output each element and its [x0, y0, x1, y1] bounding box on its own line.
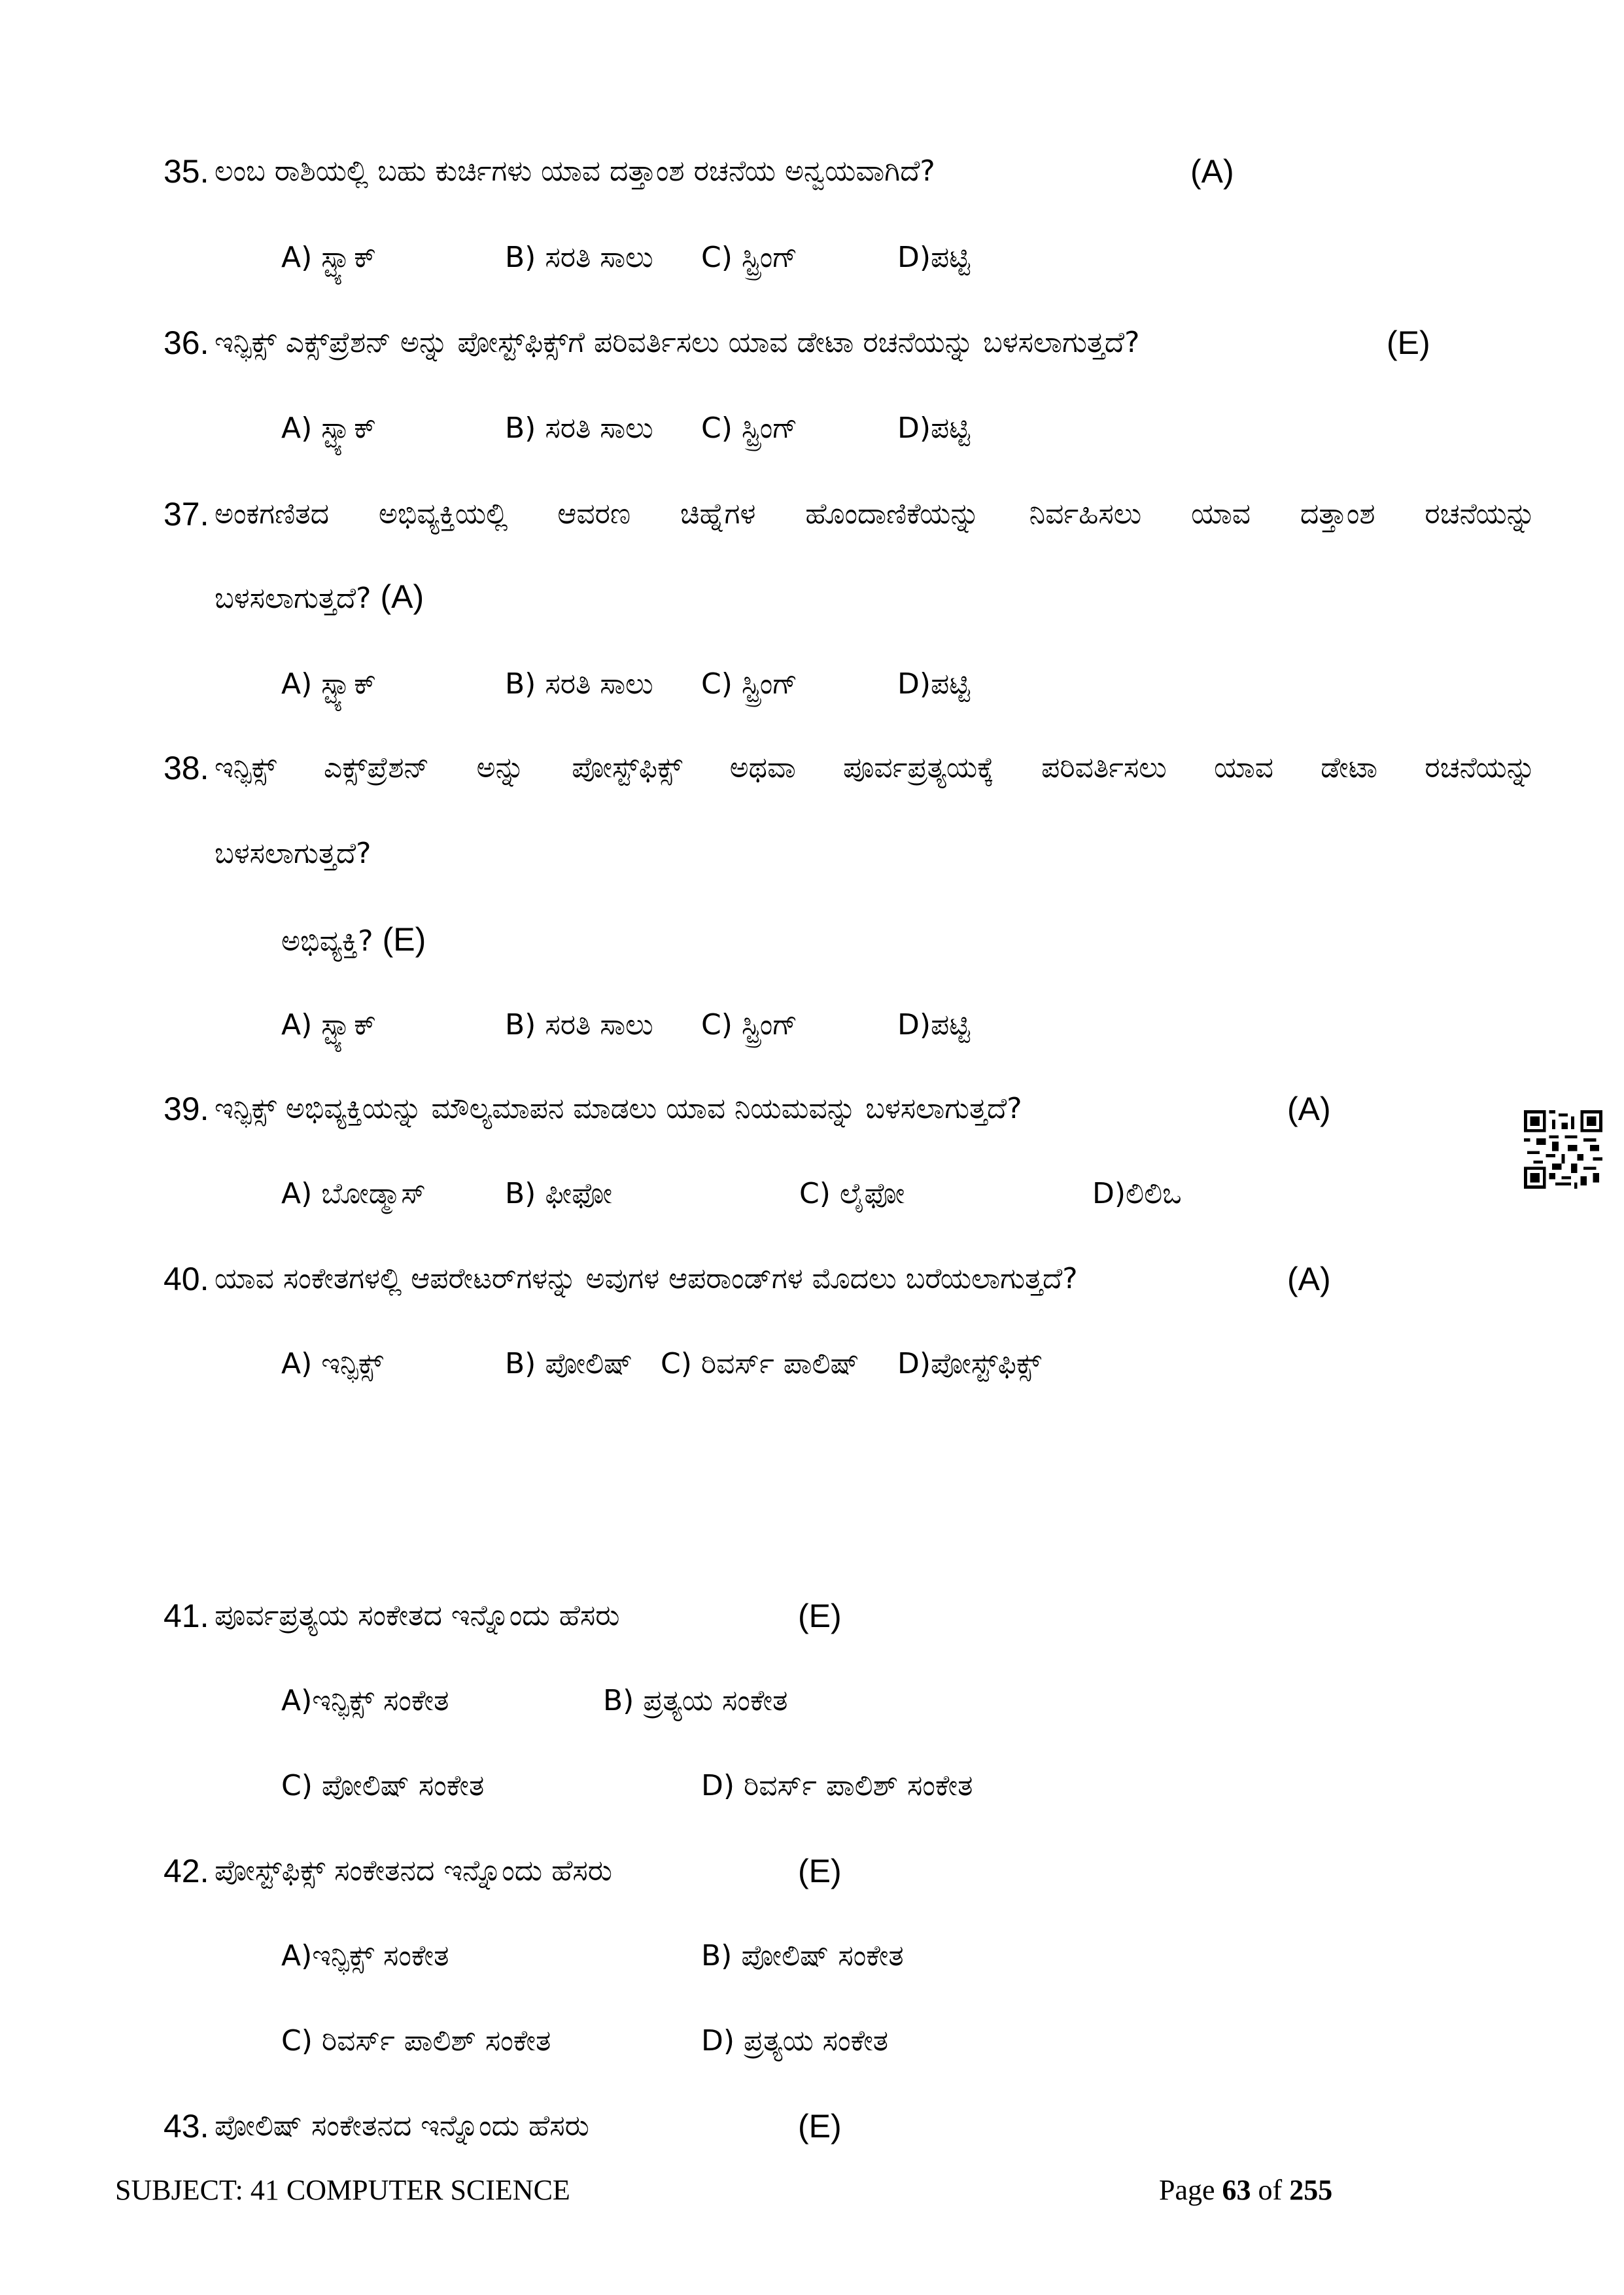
- option-c: C) ರಿವರ್ಸ್ ಪಾಲಿಷ್: [661, 1347, 859, 1380]
- question-text: ಇನ್ಫಿಕ್ಸ್ ಅಭಿವ್ಯಕ್ತಿಯನ್ನು ಮೌಲ್ಯಮಾಪನ ಮಾಡಲು ಯಾವ ನಿಯಮವನ್ನು ಬಳಸಲಾಗುತ್ತದೆ?: [215, 1092, 1022, 1125]
- question-number: 39.: [164, 1091, 209, 1127]
- option-b: B) ಪೋಲಿಷ್: [505, 1347, 633, 1380]
- question-number: 35.: [164, 153, 209, 190]
- option-c: C) ಸ್ಟ್ರಿಂಗ್: [701, 667, 798, 701]
- option-b: B) ಸರತಿ ಸಾಲು: [505, 412, 653, 445]
- option-c: C) ರಿವರ್ಸ್ ಪಾಲಿಶ್ ಸಂಕೇತ: [281, 2024, 551, 2058]
- question-text-line2: ಬಳಸಲಾಗುತ್ತದೆ?: [215, 582, 371, 615]
- question-number: 43.: [164, 2108, 209, 2145]
- option-b: B) ಪೋಲಿಷ್ ಸಂಕೇತ: [701, 1939, 904, 1972]
- option-b: B) ಸರತಿ ಸಾಲು: [505, 667, 653, 701]
- footer-subject: SUBJECT: 41 COMPUTER SCIENCE: [115, 2174, 570, 2206]
- option-d: D)ಪಟ್ಟಿ: [897, 1008, 971, 1042]
- page-of-label: of: [1251, 2174, 1290, 2206]
- question-text: ಇನ್ಫಿಕ್ಸ್ ಎಕ್ಸ್‌ಪ್ರೆಶನ್ ಅನ್ನು ಪೋಸ್ಟ್‌ಫಿಕ್ಸ್ ಅಥವಾ ಪೂರ್ವಪ್ರತ್ಯಯಕ್ಕೆ ಪರಿವರ್ತಿಸಲು ಯಾವ ಡೇಟಾ ರಚನೆಯನ್ನು: [215, 751, 1536, 784]
- answer-key: (A): [1287, 1091, 1331, 1127]
- question-text: ಪೋಸ್ಟ್‌ಫಿಕ್ಸ್ ಸಂಕೇತನದ ಇನ್ನೊಂದು ಹೆಸರು: [215, 1854, 612, 1887]
- option-b: B) ಸರತಿ ಸಾಲು: [505, 241, 653, 274]
- option-d: D) ಪ್ರತ್ಯಯ ಸಂಕೇತ: [701, 2024, 889, 2058]
- answer-key: (A): [1287, 1261, 1331, 1297]
- footer-page-info: [1159, 2173, 1332, 2207]
- question-text: ಪೋಲಿಷ್ ಸಂಕೇತನದ ಇನ್ನೊಂದು ಹೆಸರು: [215, 2109, 589, 2143]
- option-a: A) ಸ್ಟ್ಯಾಕ್: [281, 241, 377, 274]
- option-c: C) ಸ್ಟ್ರಿಂಗ್: [701, 1008, 798, 1042]
- option-b: B) ಪ್ರತ್ಯಯ ಸಂಕೇತ: [603, 1684, 788, 1717]
- question-number: 36.: [164, 324, 209, 361]
- question-text-line3-text: ಅಭಿವ್ಯಕ್ತಿ?: [281, 924, 373, 958]
- option-a: A) ಬೋಡ್ಮಾಸ್: [281, 1177, 426, 1210]
- option-a: A)ಇನ್ಫಿಕ್ಸ್ ಸಂಕೇತ: [281, 1939, 449, 1972]
- option-d: D) ರಿವರ್ಸ್ ಪಾಲಿಶ್ ಸಂಕೇತ: [701, 1769, 973, 1802]
- qr-code-image: [1524, 1110, 1602, 1189]
- question-number: 38.: [164, 750, 209, 786]
- option-c: C) ಲೈಫೋ: [799, 1177, 905, 1210]
- question-text-line3: [281, 920, 426, 961]
- question-text-continued: [215, 577, 424, 618]
- answer-key: (A): [380, 578, 424, 615]
- option-d: D)ಪಟ್ಟಿ: [897, 412, 971, 445]
- option-a: A)ಇನ್ಫಿಕ್ಸ್ ಸಂಕೇತ: [281, 1684, 449, 1717]
- option-c: C) ಸ್ಟ್ರಿಂಗ್: [701, 412, 798, 445]
- option-a: A) ಇನ್ಫಿಕ್ಸ್: [281, 1347, 383, 1380]
- page-number: 63: [1222, 2174, 1251, 2206]
- option-a: A) ಸ್ಟ್ಯಾಕ್: [281, 667, 377, 701]
- question-number: 41.: [164, 1598, 209, 1634]
- answer-key: (E): [382, 921, 426, 958]
- question-number: 37.: [164, 496, 209, 533]
- page-total: 255: [1289, 2174, 1333, 2206]
- page-label: Page: [1159, 2174, 1222, 2206]
- answer-key: (E): [798, 1853, 842, 1889]
- option-d: D)ಪಟ್ಟಿ: [897, 241, 971, 274]
- option-d: D)ಲಿಲಿಒ: [1092, 1177, 1182, 1210]
- option-c: C) ಪೋಲಿಷ್ ಸಂಕೇತ: [281, 1769, 485, 1802]
- option-a: A) ಸ್ಟ್ಯಾಕ್: [281, 1008, 377, 1042]
- option-a: A) ಸ್ಟ್ಯಾಕ್: [281, 412, 377, 445]
- answer-key: (E): [798, 1598, 842, 1634]
- question-text: ಯಾವ ಸಂಕೇತಗಳಲ್ಲಿ ಆಪರೇಟರ್‌ಗಳನ್ನು ಅವುಗಳ ಆಪರಾಂಡ್‌ಗಳ ಮೊದಲು ಬರೆಯಲಾಗುತ್ತದೆ?: [215, 1262, 1078, 1295]
- question-number: 42.: [164, 1853, 209, 1889]
- option-d: D)ಪೋಸ್ಟ್‌ಫಿಕ್ಸ್: [897, 1347, 1042, 1380]
- question-text: ಅಂಕಗಣಿತದ ಅಭಿವ್ಯಕ್ತಿಯಲ್ಲಿ ಆವರಣ ಚಿಹ್ನೆಗಳ ಹೊಂದಾಣಿಕೆಯನ್ನು ನಿರ್ವಹಿಸಲು ಯಾವ ದತ್ತಾಂಶ ರಚನೆಯನ್ನು: [215, 497, 1536, 531]
- question-text-line2: ಬಳಸಲಾಗುತ್ತದೆ?: [215, 837, 371, 870]
- question-text: ಇನ್ಫಿಕ್ಸ್ ಎಕ್ಸ್‌ಪ್ರೆಶನ್ ಅನ್ನು ಪೋಸ್ಟ್‌ಫಿಕ್ಸ್‌ಗೆ ಪರಿವರ್ತಿಸಲು ಯಾವ ಡೇಟಾ ರಚನೆಯನ್ನು ಬಳಸಲಾಗುತ್ತದೆ?: [215, 326, 1140, 359]
- question-number: 40.: [164, 1261, 209, 1297]
- option-b: B) ಫೀಫೋ: [505, 1177, 613, 1210]
- answer-key: (A): [1190, 153, 1234, 190]
- answer-key: (E): [798, 2108, 842, 2145]
- answer-key: (E): [1387, 324, 1430, 361]
- question-text: ಲಂಬ ರಾಶಿಯಲ್ಲಿ ಬಹು ಕುರ್ಚಿಗಳು ಯಾವ ದತ್ತಾಂಶ ರಚನೆಯ ಅನ್ವಯವಾಗಿದೆ?: [215, 154, 935, 188]
- option-c: C) ಸ್ಟ್ರಿಂಗ್: [701, 241, 798, 274]
- question-text: ಪೂರ್ವಪ್ರತ್ಯಯ ಸಂಕೇತದ ಇನ್ನೊಂದು ಹೆಸರು: [215, 1599, 620, 1632]
- option-d: D)ಪಟ್ಟಿ: [897, 667, 971, 701]
- option-b: B) ಸರತಿ ಸಾಲು: [505, 1008, 653, 1042]
